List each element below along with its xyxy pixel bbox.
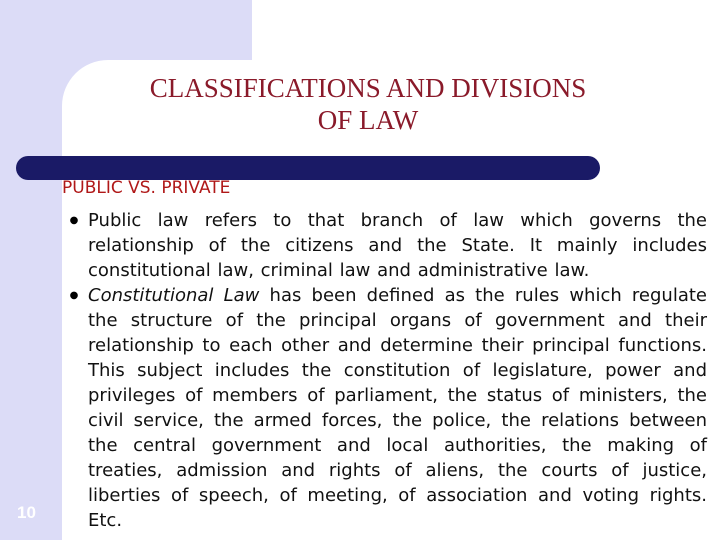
bullet-body: has been defined as the rules which regulate the structure of the principal organs of government and their relationship to each other and determine their principal functions. This subject includes the constitution of legislature, power and privileges of members of parliament, the status of ministers, the civil service, the armed forces, the police, the relations between the central government and local authorities, the making of treaties, admission and rights of aliens, the courts of justice, liberties of speech, of meeting, of association and voting rights. Etc. xyxy=(88,285,707,531)
bullet-text: Public law refers to that branch of law which governs the relationship of the citizens and the State. It mainly includes constitutional law, criminal law and administrative law. xyxy=(88,210,707,281)
slide-number: 10 xyxy=(17,503,36,522)
section-heading: PUBLIC VS. PRIVATE xyxy=(62,178,231,198)
list-item xyxy=(60,283,707,533)
bullet-emphasis: Constitutional Law xyxy=(88,285,260,306)
bullet-text xyxy=(88,283,707,533)
title-divider-bar xyxy=(16,156,600,180)
circle-bullet-icon: ● xyxy=(69,215,79,226)
circle-bullet-icon: ● xyxy=(69,290,79,301)
slide-title-line1: CLASSIFICATIONS AND DIVISIONS xyxy=(149,73,587,103)
slide-title xyxy=(62,72,674,136)
slide-title-line2: OF LAW xyxy=(317,105,419,135)
slide-content xyxy=(60,208,707,533)
list-item xyxy=(60,208,707,283)
